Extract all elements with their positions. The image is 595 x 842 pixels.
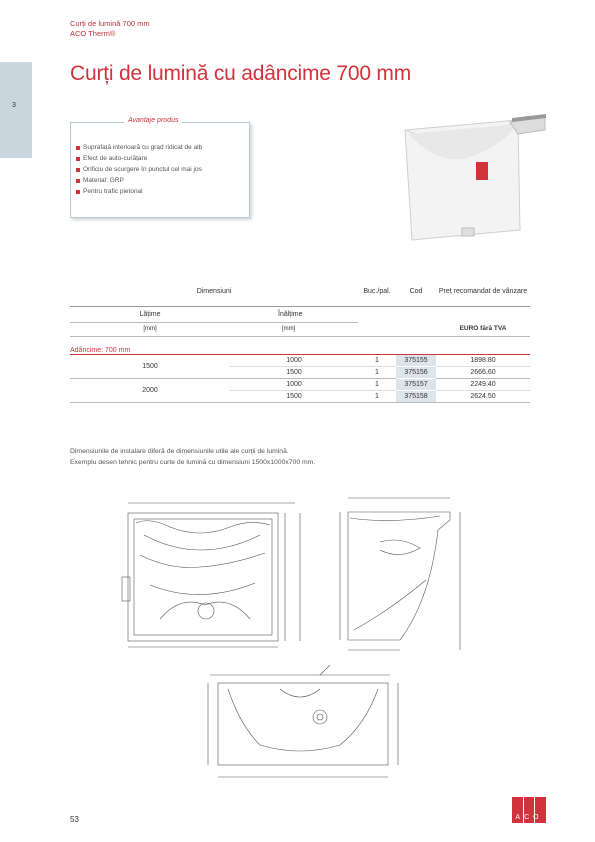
unit-width: [mm] — [70, 322, 230, 336]
front-view-drawing — [110, 495, 310, 655]
header-code: Cod — [396, 278, 436, 306]
cell-height: 1500 — [230, 390, 358, 402]
cell-width: 2000 — [70, 378, 230, 402]
cell-price: 2666.60 — [436, 366, 530, 378]
chapter-tab — [0, 62, 32, 158]
cell-code: 375157 — [396, 378, 436, 390]
advantage-item: Material: GRP — [76, 175, 202, 186]
header — [70, 19, 150, 39]
cell-price: 2624.50 — [436, 390, 530, 402]
table-row — [70, 378, 530, 390]
cell-price: 2249.40 — [436, 378, 530, 390]
cell-code: 375156 — [396, 366, 436, 378]
advantage-item: Orificiu de scurgere în punctul cel mai jos — [76, 164, 202, 175]
top-view-drawing — [200, 665, 410, 790]
page-number: 53 — [70, 815, 79, 824]
cell-code: 375158 — [396, 390, 436, 402]
unit-height: [mm] — [230, 322, 358, 336]
header-dimensions: Dimensiuni — [70, 278, 358, 306]
cell-code: 375155 — [396, 354, 436, 366]
header-buc: Buc./pal. — [358, 278, 396, 306]
product-image — [400, 112, 548, 247]
header-line-2: ACO Therm® — [70, 29, 116, 38]
cell-height: 1000 — [230, 354, 358, 366]
advantage-item: Pentru trafic pietonal — [76, 186, 202, 197]
advantages-title: Avantaje produs — [124, 117, 182, 124]
side-view-drawing — [330, 480, 470, 660]
cell-buc: 1 — [358, 378, 396, 390]
note-line-2: Exemplu desen tehnic pentru curte de lumină cu dimensiuni 1500x1000x700 mm. — [70, 459, 316, 466]
unit-euro: EURO fără TVA — [436, 322, 530, 336]
cell-buc: 1 — [358, 366, 396, 378]
header-width: Lățime — [70, 306, 230, 322]
logo-text: ACO — [515, 814, 543, 821]
cell-price: 1898.80 — [436, 354, 530, 366]
cell-height: 1500 — [230, 366, 358, 378]
installation-note — [70, 446, 315, 468]
cell-height: 1000 — [230, 378, 358, 390]
advantage-item: Efect de auto-curățare — [76, 153, 202, 164]
table-row — [70, 354, 530, 366]
cell-buc: 1 — [358, 354, 396, 366]
cell-buc: 1 — [358, 390, 396, 402]
header-height: Înălțime — [230, 306, 358, 322]
chapter-number: 3 — [12, 102, 16, 109]
page-title: Curți de lumină cu adâncime 700 mm — [70, 62, 412, 85]
header-line-1: Curți de lumină 700 mm — [70, 19, 150, 28]
note-line-1: Dimensiunile de instalare diferă de dimensiunile utile ale curții de lumină. — [70, 448, 289, 455]
header-price: Preț recomandat de vânzare — [436, 278, 530, 306]
advantage-item: Suprafață interioară cu grad ridicat de alb — [76, 142, 202, 153]
advantages-list — [76, 142, 202, 197]
section-depth: Adâncime: 700 mm — [70, 336, 530, 354]
aco-logo — [512, 797, 546, 823]
product-table — [70, 278, 530, 403]
cell-width: 1500 — [70, 354, 230, 378]
